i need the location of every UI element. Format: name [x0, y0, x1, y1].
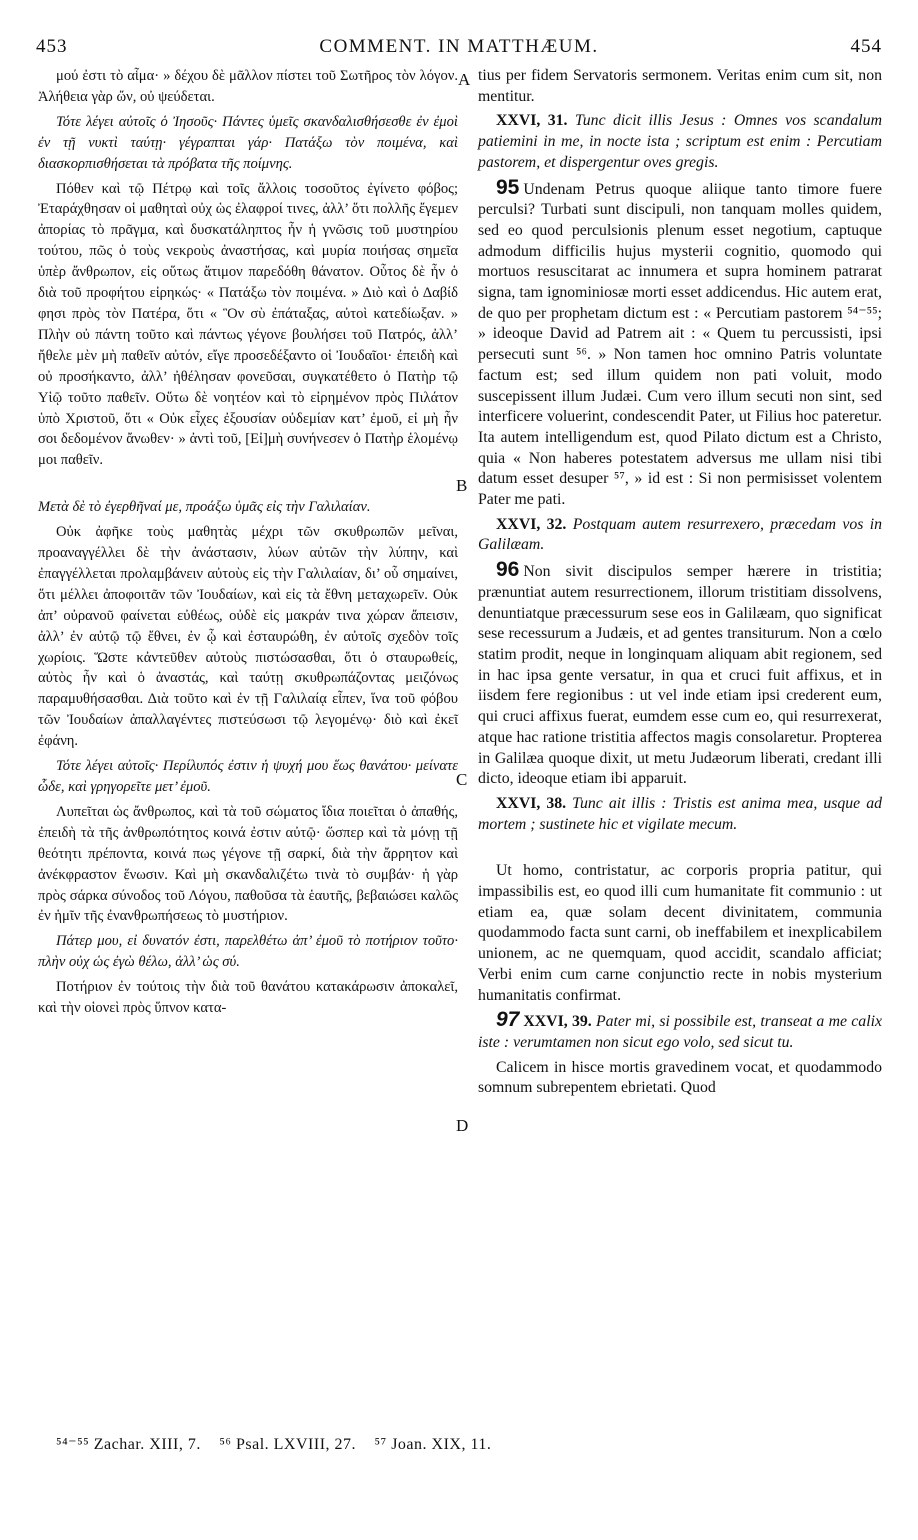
verse-reference: XXVI, 38. — [496, 794, 567, 812]
section-number: 95 — [496, 175, 520, 199]
latin-scripture-lemma — [478, 794, 882, 835]
greek-text: Πάτερ μου, εἰ δυνατόν ἐστι, παρελθέτω ἀπ’ ἐμοῦ τὸ ποτήριον τοῦτο· πλὴν οὐχ ὡς ἐγὼ θέλω, ἀλλ’ ὡς σύ. — [38, 933, 458, 971]
footnote-56: ⁵⁶ Psal. LXVIII, 27. — [219, 1436, 357, 1453]
latin-scripture-lemma — [478, 515, 882, 556]
footnote-57: ⁵⁷ Joan. XIX, 11. — [374, 1436, 492, 1453]
section-number: 97 — [496, 1008, 520, 1032]
verse-reference: XXVI, 39. — [523, 1013, 592, 1031]
greek-paragraph — [38, 977, 458, 1019]
latin-text: Pater mi, si possibile est, transeat a me calix iste : verumtamen non sicut ego volo, sed sicut tu. — [478, 1013, 882, 1051]
greek-scripture-lemma — [38, 931, 458, 973]
greek-scripture-lemma — [38, 756, 458, 798]
greek-text: Πόθεν καὶ τῷ Πέτρῳ καὶ τοῖς ἄλλοις τοσοῦτος ἐγίνετο φόβος; Ἐταράχθησαν οἱ μαθηταὶ οὐχ ὡς ἐλαφροί τινες, ἀλλ’ ὅτι πολλῆς ἔγεμεν ἀπορίας τὸ πρᾶγμα, καὶ δυσκατάληπτος ἦν ἡ γνῶσις τοῦ μυστηρίου τούτου, πῶς ὁ τοὺς νεκροὺς ἀναστήσας, καὶ μυρία ποιήσας σημεῖα ὑπὲρ ἄνθρωπον, εἰς οὕτως ἄτιμον παρεδόθη θάνατον. Οὗτος δὲ ἦν ὁ διὰ τοῦ προφήτου εἰρηκώς· « Πατάξω τὸν ποιμένα. » Διὸ καὶ ὁ Δαβίδ φησι πρὸς τὸν Πατέρα, ὅτι « Ὃν σὺ ἐπάταξας, αὐτοὶ κατεδίωξαν. » Πλὴν οὐ πάντη τοῦτο καὶ πάντως γέγονε βουλήσει τοῦ Πατρός, ἀλλ’ ἤθελε μὲν μὴ παθεῖν αὐτόν, εἴγε προσεδέξαντο οἱ Ἰουδαῖοι· ἐπειδὴ καὶ οὐ προσήκαντο, ἀλλ’ ἠθέλησαν φονεῦσαι, συγκατέθετο ὁ Πατὴρ τῷ Υἱῷ τοῦτο παθεῖν. Οὕτω δὲ νοητέον καὶ τὸ εἰρημένον πρὸς Πιλάτον ὑπὸ Χριστοῦ, ὅτι « Οὐκ εἶχες ἐξουσίαν οὐδεμίαν κατ’ ἐμοῦ, εἰ μὴ ἦν σοι δεδομένον ἄνωθεν· » ἀντὶ τοῦ, [Εἰ]μὴ συνήνεσεν ὁ Πατὴρ ἑλομένῳ μοι παθεῖν. — [38, 180, 458, 469]
latin-text: Non sivit discipulos semper hærere in tristitia; prænuntiat autem resurrectionem, illorum tristitiam dissolvens, denuntiatque præcessurum sese eos in Galilæam, quo significat sese recessurum a Judæis, et ad gentes transiturum. Non a cœlo statim prodit, neque in longinquam aliquam abit regionem, sed in hac ipsa gente versatur, in qua et cruci fuit affixus, et in iisdem fere regionibus : ut vel inde etiam ipsi crederent eum, qui cruci affixus fuerat, eumdem esse cum eo, qui resurrexerat, atque hac ratione tristitia affectos magis consolaretur. Propterea in Galilæa quoque dixit, ut metu Judæorum liberati, credant illi dicto, ideoque etiam ibi apparuit. — [478, 563, 882, 788]
greek-text: Τότε λέγει αὐτοῖς· Περίλυπός ἐστιν ἡ ψυχή μου ἕως θανάτου· μείνατε ὧδε, καὶ γρηγορεῖτε μετ’ ἐμοῦ. — [38, 758, 458, 795]
greek-text: Οὐκ ἀφῆκε τοὺς μαθητὰς μέχρι τῶν σκυθρωπῶν μεῖναι, προαναγγέλλει δὲ τὴν ἀνάστασιν, λύων αὐτῶν τὴν λύπην, καὶ ἐπαγγέλλεται προλαμβάνειν αὐτοὺς εἰς τὴν Γαλιλαίαν, δι’ οὗ σημαίνει, ὅτι μέλλει ἀποφοιτᾶν τῶν Ἰουδαίων, καὶ εἰς τὰ ἔθνη μεταχωρεῖν. Οὐκ ἀπ’ οὐρανοῦ φαίνεται εὐθέως, οὐδὲ εἰς μακράν τινα χώραν ἄπεισιν, ἀλλ’ ἐν αὐτῷ τῷ ἔθνει, ἐν ᾧ καὶ ἐσταυρώθη, ἐν αὐτοῖς σχεδὸν τοῖς χωρίοις. Ὥστε κἀντεῦθεν αὐτοὺς πιστώσασθαι, ὅτι ὁ σταυρωθείς, αὐτὸς ἦν καὶ ὁ ἀναστάς, καὶ ταύτῃ σκυθρωπάζοντας μειζόνως παραμυθήσασθαι. Διὰ τοῦτο καὶ ἐν τῇ Γαλιλαίᾳ εἶπεν, ἵνα τοῦ φόβου τῶν Ἰουδαίων ἀπαλλαγέντες πιστεύσωσι τῷ λεγομένῳ· διὸ καὶ ἐκεῖ ἐφάνη. — [38, 524, 458, 750]
latin-section-gap — [478, 839, 882, 861]
margin-letter-a: A — [458, 70, 471, 89]
greek-text: Ποτήριον ἐν τούτοις τὴν διὰ τοῦ θανάτου κατακάρωσιν ἀποκαλεῖ, καὶ τὴν οἱονεὶ πρὸς ὕπνον κατα- — [38, 979, 458, 1017]
page-number-right: 454 — [850, 36, 882, 57]
greek-paragraph — [38, 802, 458, 927]
page-header — [36, 36, 882, 62]
latin-text: Tunc dicit illis Jesus : Omnes vos scandalum patiemini in me, in nocte ista ; scriptum est enim : Percutiam pastorem, et dispergentur oves gregis. — [478, 112, 882, 171]
greek-section-gap — [38, 475, 458, 497]
greek-paragraph — [38, 179, 458, 472]
latin-text: Ut homo, contristatur, ac corporis propria patitur, qui impassibilis est, eo quod illi cum humanitate fit communio : ut etiam ea, quæ solam decent divinitatem, communia quodammodo facta sunt carni, ob ineffabilem et inexplicabilem unionem, ac ne quemquam, quod accidit, scandalo afficiat; Verbi enim cum carne conjunctio recte in nobis mysterium humanitatis confirmat. — [478, 862, 882, 1004]
greek-scripture-lemma — [38, 112, 458, 175]
margin-letter-c: C — [456, 770, 468, 789]
footnote-54-55: ⁵⁴⁻⁵⁵ Zachar. XIII, 7. — [56, 1436, 201, 1453]
latin-scripture-lemma — [478, 111, 882, 173]
greek-column — [38, 66, 458, 1023]
running-title: COMMENT. IN MATTHÆUM. — [319, 36, 599, 57]
latin-text: Tunc ait illis : Tristis est anima mea, usque ad mortem ; sustinete hic et vigilate mecum. — [478, 794, 882, 833]
margin-letter-b: B — [456, 476, 468, 495]
verse-reference: XXVI, 31. — [496, 112, 568, 130]
greek-paragraph — [38, 522, 458, 752]
margin-letter-d: D — [456, 1116, 469, 1135]
verse-reference: XXVI, 32. — [496, 515, 567, 533]
page-number-left: 453 — [36, 36, 68, 57]
greek-text: Τότε λέγει αὐτοῖς ὁ Ἰησοῦς· Πάντες ὑμεῖς σκανδαλισθήσεσθε ἐν ἐμοὶ ἐν τῇ νυκτὶ ταύτῃ· γέγραπται γάρ· Πατάξω τὸν ποιμένα, καὶ διασκορπισθήσεται τὰ πρόβατα τῆς ποίμνης. — [38, 113, 458, 172]
latin-paragraph — [478, 560, 882, 790]
latin-text: Calicem in hisce mortis gravedinem vocat, et quodammodo somnum subrepentem ebrietati. Quod — [478, 1058, 882, 1097]
footnotes — [56, 1434, 882, 1454]
greek-text: μού ἐστι τὸ αἷμα· » δέχου δὲ μᾶλλον πίστει τοῦ Σωτῆρος τὸν λόγον. Ἀλήθεια γὰρ ὤν, οὐ ψεύδεται. — [38, 68, 458, 105]
latin-paragraph — [478, 861, 882, 1006]
greek-paragraph-continued — [38, 66, 458, 108]
section-number: 96 — [496, 558, 520, 582]
latin-paragraph — [478, 175, 882, 511]
latin-paragraph-continued — [478, 66, 882, 107]
latin-text: tius per fidem Servatoris sermonem. Veritas enim cum sit, non mentitur. — [478, 67, 882, 105]
greek-scripture-lemma — [38, 497, 458, 518]
latin-paragraph — [478, 1058, 882, 1099]
greek-text: Λυπεῖται ὡς ἄνθρωπος, καὶ τὰ τοῦ σώματος ἴδια ποιεῖται ὁ ἀπαθής, ἐπειδὴ τὰ τῆς ἀνθρωπότητος κοινά ἐστιν αὐτῷ· ὥσπερ καὶ τὰ μόνῃ τῇ θεότητι πρέποντα, κοινά πως γέγονε τῇ σαρκί, διὰ τὴν ἄρρητον καὶ ἀνέκφραστον ἕνωσιν. Καὶ μὴ σκανδαλιζέτω τινὰ τὸ συμβάν· ἡ γὰρ πρὸς σάρκα σύνοδος τοῦ Λόγου, παθοῦσα τὰ ἑαυτῆς, βεβαιώσει καλῶς ἐν ἡμῖν τῆς ἐνανθρωπήσεως τὸ μυστήριον. — [38, 803, 458, 925]
latin-scripture-lemma — [478, 1010, 882, 1053]
greek-text: Μετὰ δὲ τὸ ἐγερθῆναί με, προάξω ὑμᾶς εἰς τὴν Γαλιλαίαν. — [38, 499, 371, 516]
latin-text: Undenam Petrus quoque aliique tanto timore fuere perculsi? Turbati sunt discipuli, non tanquam molles quidem, sed eo quod perculsionis plenum esset negotium, captuque admodum difficilis hujus mysterii cognitio, quomodo qui mortuos resuscitarat ac innumera et supra hominem patrarat signa, tam ignominiosæ morti esset addicendus. Hic autem erat, de quo per prophetam dictum est : « Percutiam pastorem ⁵⁴⁻⁵⁵; » ideoque David ad Patrem ait : « Quem tu percussisti, ipsi persecuti sunt ⁵⁶. » Non tamen hoc omnino Patris voluntate factum est; sed illum quidem non pati voluit, modo suscepissent illum Judæi. Cum vero illum secuti non sint, sed interficere voluerint, condescendit Pater, ut Filius hoc pateretur. Ita autem intelligendum est, quod Pilato dictum est a Christo, quia « Non haberes potestatem adversus me ullam nisi tibi datum esset desuper ⁵⁷, » id est : Si non permisisset volentem Pater me pati. — [478, 180, 882, 509]
latin-text: Postquam autem resurrexero, præcedam vos in Galilæam. — [478, 515, 883, 554]
latin-column — [478, 66, 882, 1103]
